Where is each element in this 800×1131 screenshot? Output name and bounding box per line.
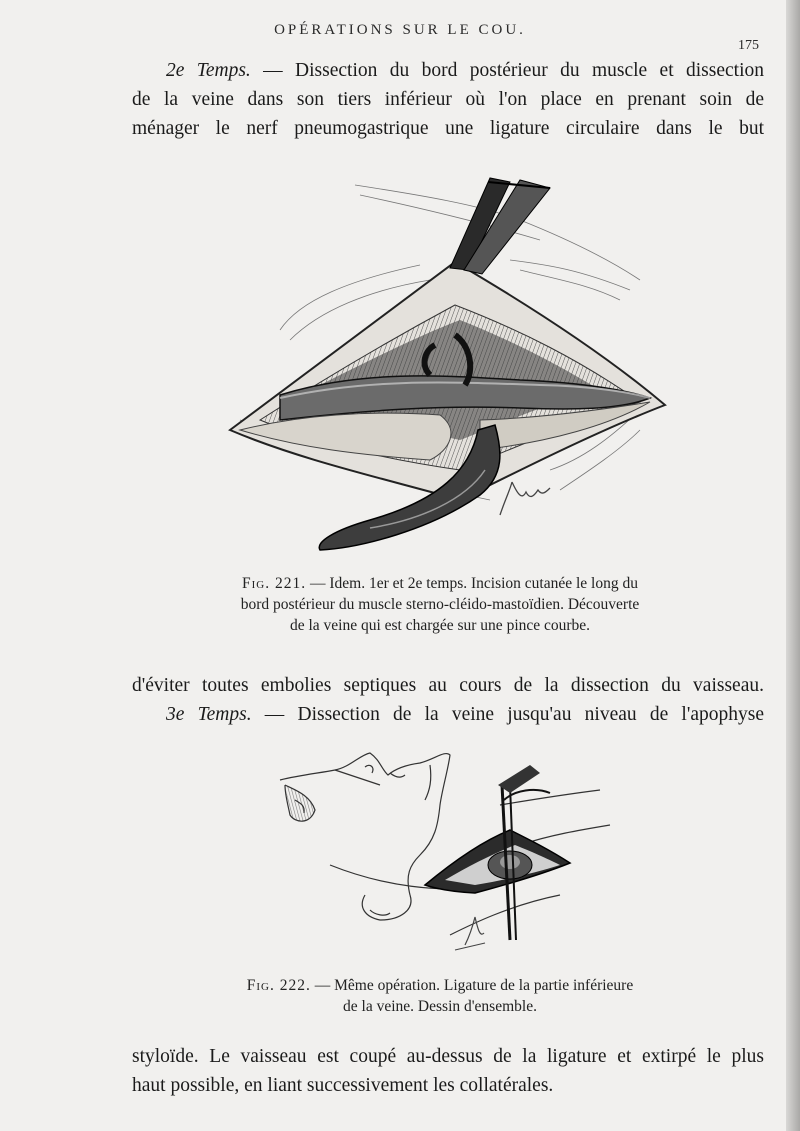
caption-line	[160, 975, 720, 996]
page-number: 175	[738, 38, 759, 53]
paragraph-line: haut possible, en liant successivement les collatérales.	[132, 1075, 554, 1096]
running-head: OPÉRATIONS SUR LE COU.	[274, 22, 526, 38]
paragraph-line	[132, 56, 764, 85]
paragraph-line: ménager le nerf pneumogastrique une ligature circulaire dans le but	[132, 118, 764, 139]
paragraph-3e-temps	[132, 671, 764, 729]
caption-line: bord postérieur du muscle sterno-cléido-mastoïdien. Découverte	[240, 596, 640, 613]
step-heading: 2e Temps.	[166, 60, 251, 81]
figure-label: Fig. 222.	[246, 977, 311, 994]
caption-line	[160, 573, 720, 594]
figure-221-caption	[160, 573, 720, 636]
line-text: — Dissection de la veine jusqu'au niveau de l'apophyse	[251, 704, 764, 725]
figure-222-caption	[160, 975, 720, 1017]
paragraph-conclusion	[132, 1042, 764, 1100]
paragraph-line: styloïde. Le vaisseau est coupé au-dessus de la ligature et extirpé le plus	[132, 1046, 764, 1067]
line-text: — Dissection du bord postérieur du muscle et dissection	[250, 60, 764, 81]
figure-221-illustration	[220, 170, 680, 560]
caption-line: de la veine qui est chargée sur une pince courbe.	[289, 617, 591, 634]
caption-text: — Idem. 1er et 2e temps. Incision cutanée le long du	[306, 575, 638, 592]
caption-text: — Même opération. Ligature de la partie inférieure	[310, 977, 634, 994]
paragraph-line: d'éviter toutes embolies septiques au cours de la dissection du vaisseau.	[132, 675, 764, 696]
paragraph-line	[132, 700, 764, 729]
paragraph-line: de la veine dans son tiers inférieur où l'on place en prenant soin de	[132, 89, 764, 110]
caption-line: de la veine. Dessin d'ensemble.	[343, 998, 537, 1015]
paragraph-2e-temps	[132, 56, 764, 143]
page-edge-shadow	[786, 0, 800, 1131]
step-heading: 3e Temps.	[166, 704, 252, 725]
figure-222-illustration	[270, 745, 620, 960]
figure-label: Fig. 221.	[242, 575, 307, 592]
